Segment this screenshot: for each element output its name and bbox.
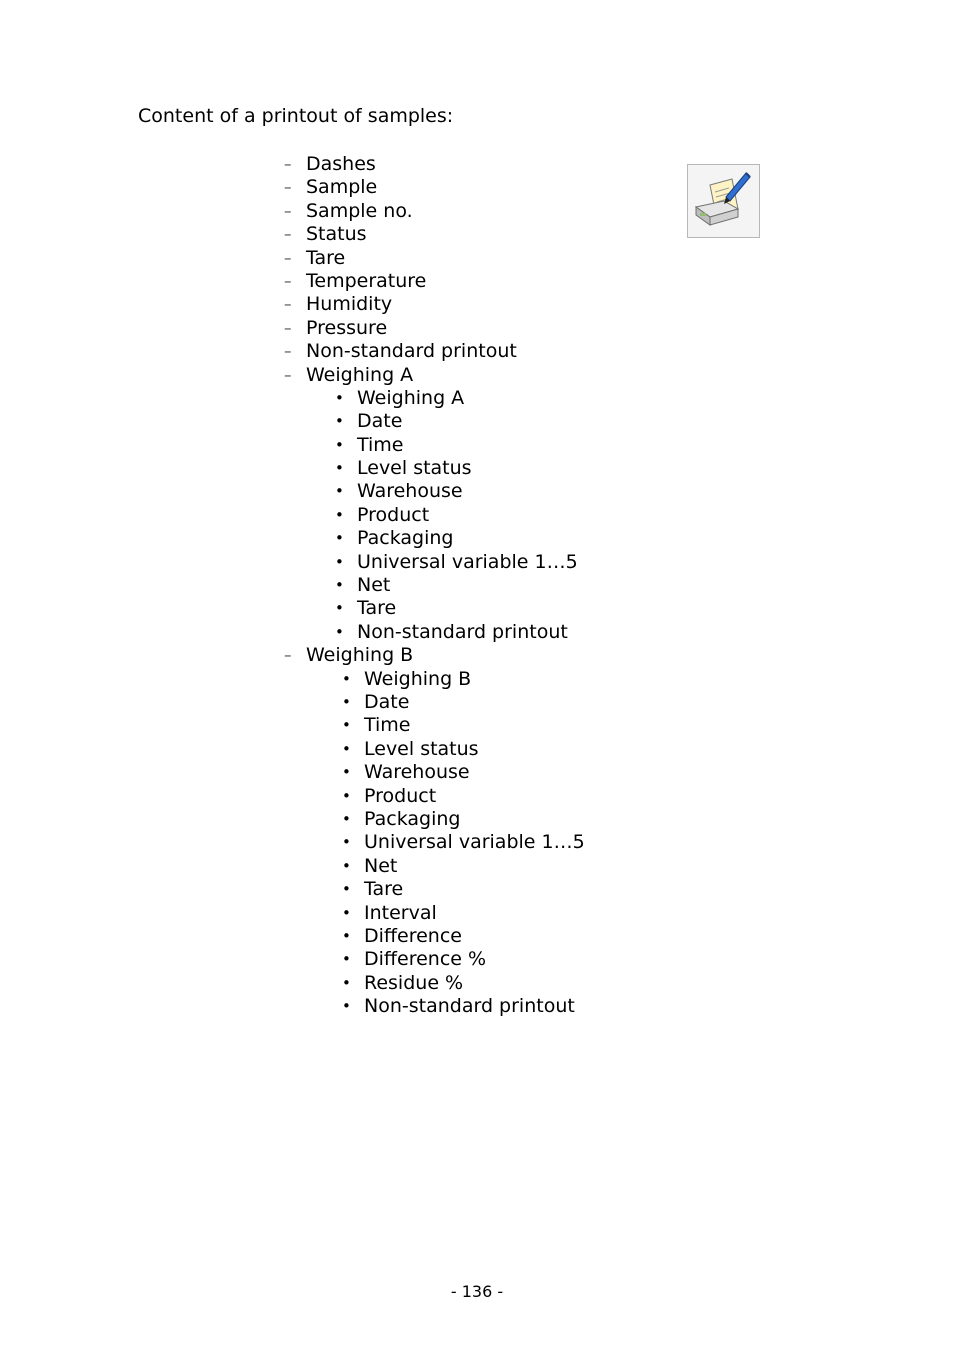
sublist-item-label: Date (364, 690, 410, 713)
dash-marker: – (284, 178, 292, 197)
bullet-marker: • (335, 599, 344, 618)
bullet-marker: • (342, 669, 351, 688)
dash-marker: – (284, 342, 292, 361)
dash-marker: – (284, 155, 292, 173)
bullet-marker: • (342, 973, 351, 992)
sublist-item-label: Non-standard printout (364, 995, 575, 1018)
bullet-marker: • (342, 950, 351, 969)
sublist-item-label: Non-standard printout (357, 620, 568, 643)
bullet-marker: • (335, 412, 344, 431)
list-item-label: Pressure (306, 316, 388, 339)
dash-marker: – (284, 225, 292, 244)
list-item-label: Sample no. (306, 199, 413, 222)
list-item-label: Non-standard printout (306, 340, 517, 363)
list-item-label: Tare (306, 246, 346, 269)
list-item-label: Dashes (306, 153, 376, 175)
list-item-label: Weighing A (306, 363, 414, 386)
sublist-item-label: Residue % (364, 971, 464, 994)
bullet-marker: • (342, 692, 351, 711)
dash-marker: – (284, 646, 292, 665)
sublist-item-label: Weighing A (357, 386, 465, 409)
sublist-item-label: Level status (357, 457, 472, 480)
bullet-marker: • (342, 786, 351, 805)
printer-edit-icon (687, 164, 760, 238)
sublist-item-label: Net (364, 854, 398, 877)
list-item-label: Humidity (306, 293, 393, 316)
dash-marker: – (284, 295, 292, 314)
bullet-marker: • (342, 856, 351, 875)
printer-edit-icon-graphic (688, 165, 759, 237)
bullet-marker: • (335, 505, 344, 524)
sublist-item-label: Weighing B (364, 667, 472, 690)
list-item-label: Weighing B (306, 644, 414, 667)
bullet-marker: • (335, 622, 344, 641)
dash-marker: – (284, 365, 292, 384)
sublist-item-label: Warehouse (364, 761, 470, 784)
bullet-marker: • (342, 880, 351, 899)
sublist-item-label: Warehouse (357, 480, 463, 503)
sublist-item-label: Difference % (364, 948, 487, 971)
bullet-marker: • (342, 997, 351, 1016)
list-item-label: Sample (306, 176, 378, 199)
sublist-item-label: Time (364, 714, 411, 737)
sublist-item-label: Time (357, 433, 404, 456)
bullet-marker: • (335, 529, 344, 548)
bullet-marker: • (342, 903, 351, 922)
dash-marker: – (284, 271, 292, 290)
sublist-item-label: Product (357, 503, 430, 526)
sublist-item-label: Tare (357, 597, 397, 620)
bullet-marker: • (342, 763, 351, 782)
dash-marker: – (284, 318, 292, 337)
bullet-marker: • (342, 716, 351, 735)
intro-text: Content of a printout of samples: (138, 105, 454, 127)
sublist-item-label: Packaging (357, 527, 454, 550)
bullet-marker: • (335, 482, 344, 501)
dash-marker: – (284, 248, 292, 267)
bullet-marker: • (335, 459, 344, 478)
dash-marker: – (284, 201, 292, 220)
bullet-marker: • (342, 739, 351, 758)
sublist-item-label: Date (357, 410, 403, 433)
bullet-marker: • (342, 809, 351, 828)
sublist-item-label: Product (364, 784, 437, 807)
sublist-item-label: Tare (364, 878, 404, 901)
list-item-label: Temperature (306, 269, 427, 292)
sublist-item-label: Interval (364, 901, 437, 924)
bullet-marker: • (342, 833, 351, 852)
list-item-label: Status (306, 223, 367, 246)
bullet-marker: • (335, 576, 344, 595)
sublist-item-label: Difference (364, 924, 462, 947)
bullet-marker: • (335, 552, 344, 571)
sublist-item-label: Level status (364, 737, 479, 760)
page-number: - 136 - (450, 1282, 504, 1301)
sublist-item-label: Packaging (364, 807, 461, 830)
sublist-item-label: Universal variable 1…5 (364, 831, 585, 854)
sublist-item-label: Net (357, 574, 391, 597)
bullet-marker: • (335, 435, 344, 454)
bullet-marker: • (342, 926, 351, 945)
sublist-item-label: Universal variable 1…5 (357, 550, 578, 573)
bullet-marker: • (335, 388, 344, 407)
